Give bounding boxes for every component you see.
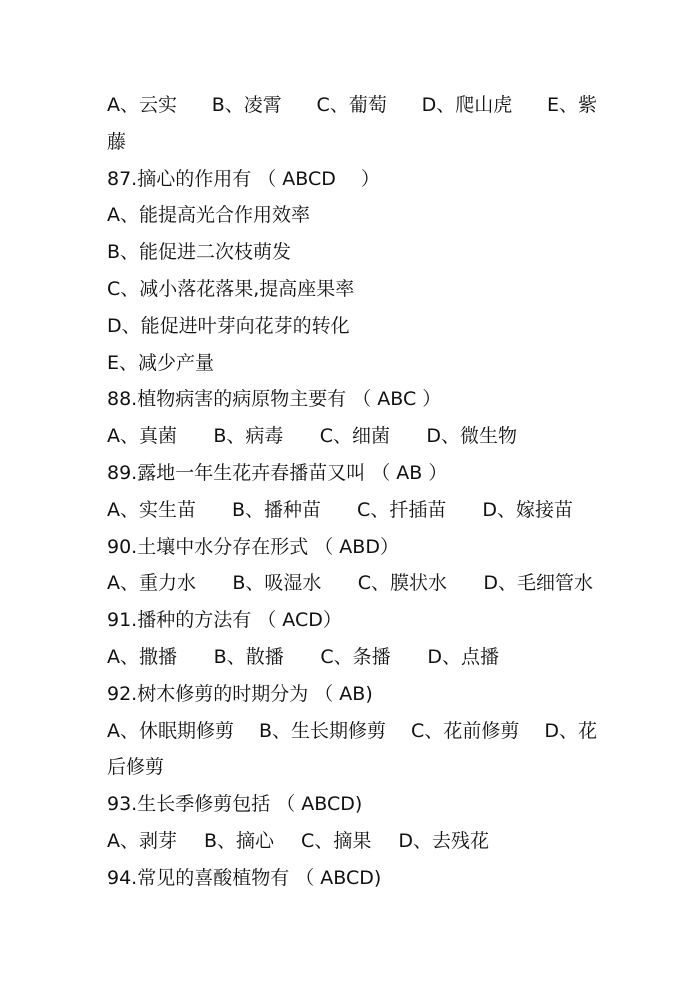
question-text: 92.树木修剪的时期分为 （ AB) xyxy=(107,682,373,705)
question-line xyxy=(107,161,597,198)
text-line xyxy=(107,749,597,786)
continuation-text: 后修剪 xyxy=(107,756,165,779)
option: C、膜状水 xyxy=(357,572,448,595)
question-line xyxy=(107,676,597,713)
option: B、凌霄 xyxy=(211,94,282,116)
question-line xyxy=(107,786,597,823)
option: D、花 xyxy=(544,719,597,742)
option-line xyxy=(107,234,597,271)
option-row xyxy=(107,823,489,860)
option-line xyxy=(107,271,597,308)
option: A、云实 xyxy=(107,94,177,116)
question-text: 88.植物病害的病原物主要有 （ ABC ） xyxy=(107,388,442,411)
question-line xyxy=(107,455,597,492)
option: C、细菌 xyxy=(319,425,391,448)
question-text: 87.摘心的作用有 （ ABCD ） xyxy=(107,167,380,190)
option: B、摘心 xyxy=(204,829,275,852)
option-row xyxy=(107,492,573,529)
option: D、爬山虎 xyxy=(421,94,513,116)
option: C、花前修剪 xyxy=(411,719,520,742)
option: A、重力水 xyxy=(107,572,196,595)
option-row xyxy=(107,87,597,124)
question-text: 91.播种的方法有 （ ACD） xyxy=(107,609,342,632)
option: A、真菌 xyxy=(107,425,177,448)
option-text: D、能促进叶芽向花芽的转化 xyxy=(107,314,350,337)
question-line xyxy=(107,381,597,418)
option: A、实生苗 xyxy=(107,498,196,521)
option-text: C、减小落花落果,提高座果率 xyxy=(107,277,355,300)
option-line xyxy=(107,197,597,234)
option: E、紫 xyxy=(546,94,597,116)
text-line xyxy=(107,124,597,161)
option: C、葡萄 xyxy=(316,94,387,116)
option: D、嫁接苗 xyxy=(482,498,573,521)
question-list xyxy=(107,87,597,897)
option: B、病毒 xyxy=(213,425,284,448)
option: C、摘果 xyxy=(301,829,372,852)
continuation-text: 藤 xyxy=(107,130,127,153)
option: A、撒播 xyxy=(107,645,177,668)
option-text: A、能提高光合作用效率 xyxy=(107,204,310,227)
question-line xyxy=(107,860,597,897)
option: B、吸湿水 xyxy=(232,572,322,595)
option-text: B、能促进二次枝萌发 xyxy=(107,241,292,264)
option-row xyxy=(107,565,593,602)
option-line xyxy=(107,308,597,345)
question-text: 93.生长季修剪包括 （ ABCD) xyxy=(107,793,363,816)
question-line xyxy=(107,602,597,639)
question-text: 90.土壤中水分存在形式 （ ABD） xyxy=(107,535,399,558)
option: C、条播 xyxy=(320,645,391,668)
option: B、生长期修剪 xyxy=(259,719,387,742)
option: A、休眠期修剪 xyxy=(107,719,234,742)
option-line xyxy=(107,345,597,382)
option: D、点播 xyxy=(427,645,499,668)
question-text: 89.露地一年生花卉春播苗又叫 （ AB ） xyxy=(107,461,448,484)
option: D、毛细管水 xyxy=(483,572,593,595)
option: B、播种苗 xyxy=(232,498,322,521)
option-text: E、减少产量 xyxy=(107,351,215,374)
option: B、散播 xyxy=(213,645,284,668)
option-row xyxy=(107,639,499,676)
option: C、扦插苗 xyxy=(357,498,447,521)
question-line xyxy=(107,529,597,566)
option-row xyxy=(107,418,517,455)
option: D、去残花 xyxy=(398,829,489,852)
question-text: 94.常见的喜酸植物有 （ ABCD) xyxy=(107,866,382,889)
option-row xyxy=(107,713,597,750)
option: A、剥芽 xyxy=(107,829,177,852)
option: D、微生物 xyxy=(426,425,517,448)
